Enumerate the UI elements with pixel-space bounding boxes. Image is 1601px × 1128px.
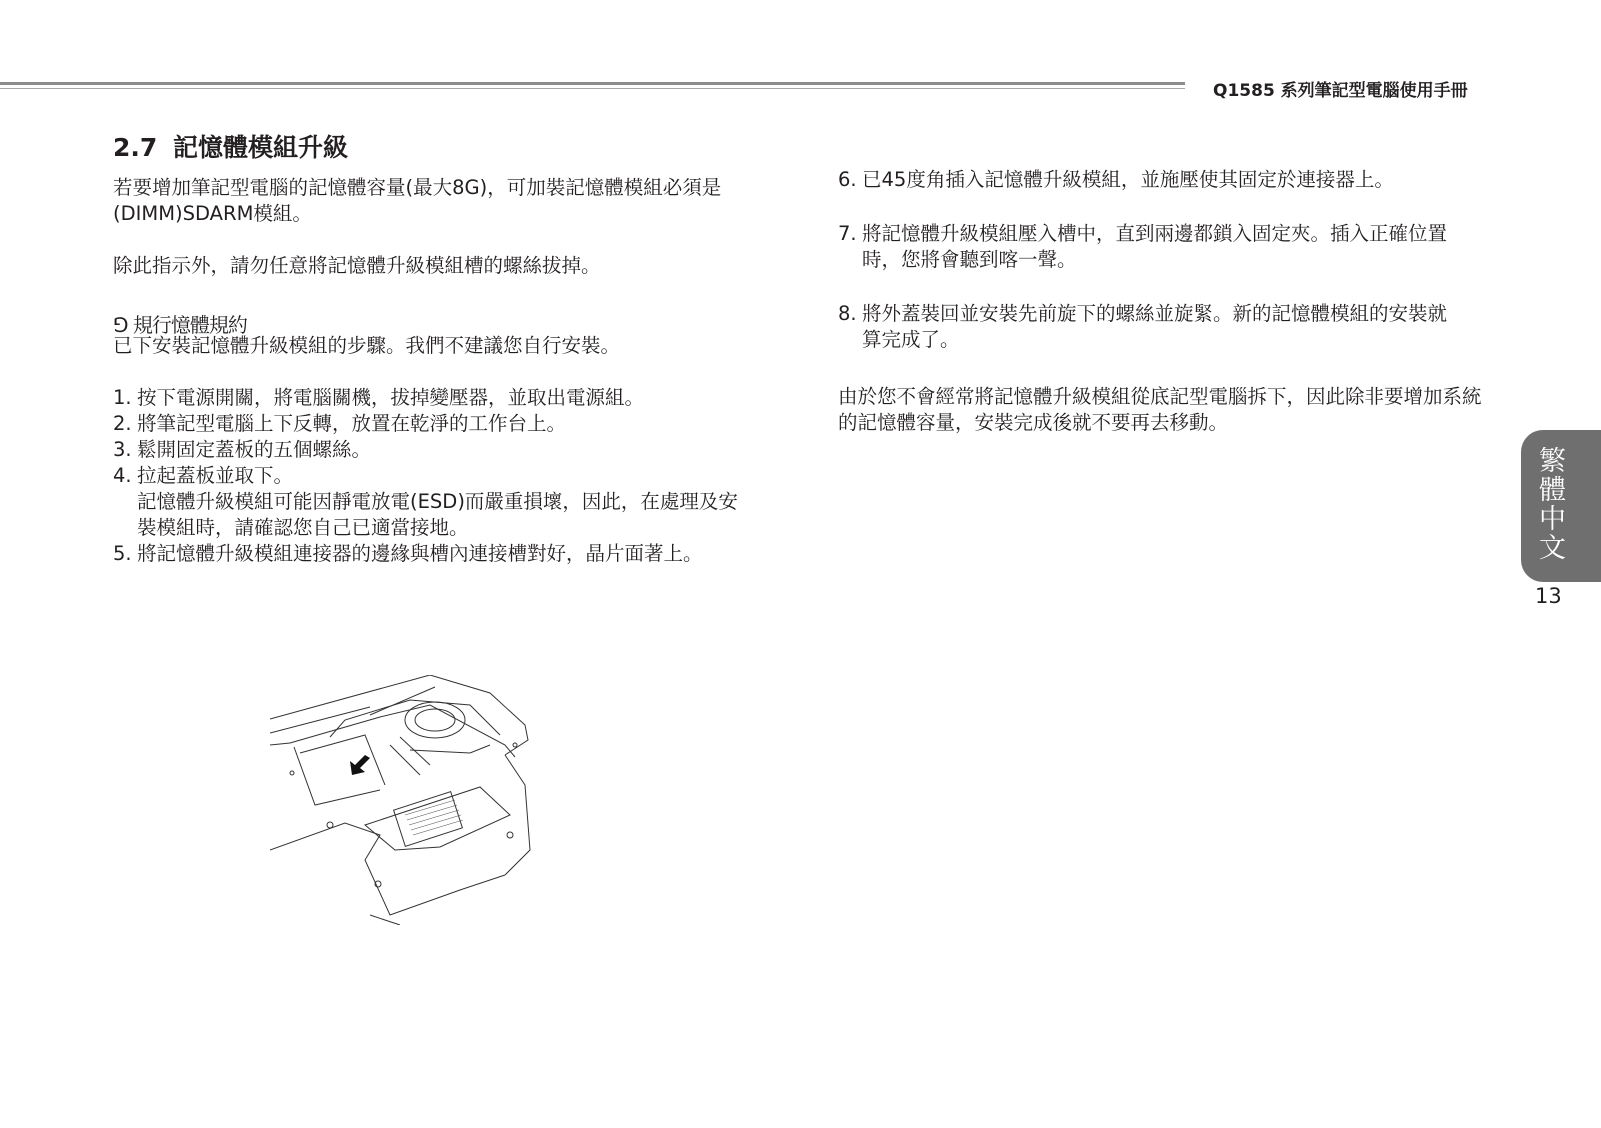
page-number: 13	[1535, 584, 1562, 608]
list-item: 2. 將筆記型電腦上下反轉，放置在乾淨的工作台上。	[113, 412, 567, 435]
warning-paragraph: 除此指示外，請勿任意將記憶體升級模組槽的螺絲拔掉。	[113, 254, 601, 277]
list-item: 7. 將記憶體升級模組壓入槽中，直到兩邊都鎖入固定夾。插入正確位置時，您將會聽到喀一聲。	[838, 222, 1448, 271]
section-title: 記憶體模組升級	[173, 133, 349, 162]
header-rule-thin	[0, 88, 1185, 89]
language-tab-label: 繁體中文	[1534, 446, 1565, 562]
section-heading	[113, 128, 348, 164]
manual-title: Q1585 系列筆記型電腦使用手冊	[1213, 81, 1468, 101]
list-item: 5. 將記憶體升級模組連接器的邊緣與槽內連接槽對好，晶片面著上。	[113, 542, 703, 565]
steps-intro: 已下安裝記憶體升級模組的步驟。我們不建議您自行安裝。	[113, 334, 621, 357]
list-item: 4. 拉起蓋板並取下。	[113, 464, 294, 487]
section-number: 2.7	[113, 133, 158, 162]
right-steps-list	[838, 167, 1463, 381]
intro-paragraph: 若要增加筆記型電腦的記憶體容量(最大8G)，可加裝記憶體模組必須是(DIMM)SDARM模組。	[113, 176, 722, 225]
closing-paragraph: 由於您不會經常將記憶體升級模組從底記型電腦拆下，因此除非要增加系統的記憶體容量，安裝完成後就不要再去移動。	[838, 385, 1482, 434]
list-item: 8. 將外蓋裝回並安裝先前旋下的螺絲並旋緊。新的記憶體模組的安裝就算完成了。	[838, 302, 1448, 351]
header-rule	[0, 82, 1185, 85]
list-item: 6. 已45度角插入記憶體升級模組，並施壓使其固定於連接器上。	[838, 168, 1394, 191]
garbled-subheading: ⅁ 規行憶體規約	[113, 313, 247, 337]
list-item: 1. 按下電源開關，將電腦關機，拔掉變壓器，並取出電源組。	[113, 386, 645, 409]
left-steps-list	[113, 385, 738, 567]
list-item: 記憶體升級模組可能因靜電放電(ESD)而嚴重損壞，因此，在處理及安裝模組時，請確認您自己已適當接地。	[137, 490, 738, 539]
list-item: 3. 鬆開固定蓋板的五個螺絲。	[113, 438, 372, 461]
memory-install-illustration	[270, 675, 545, 925]
